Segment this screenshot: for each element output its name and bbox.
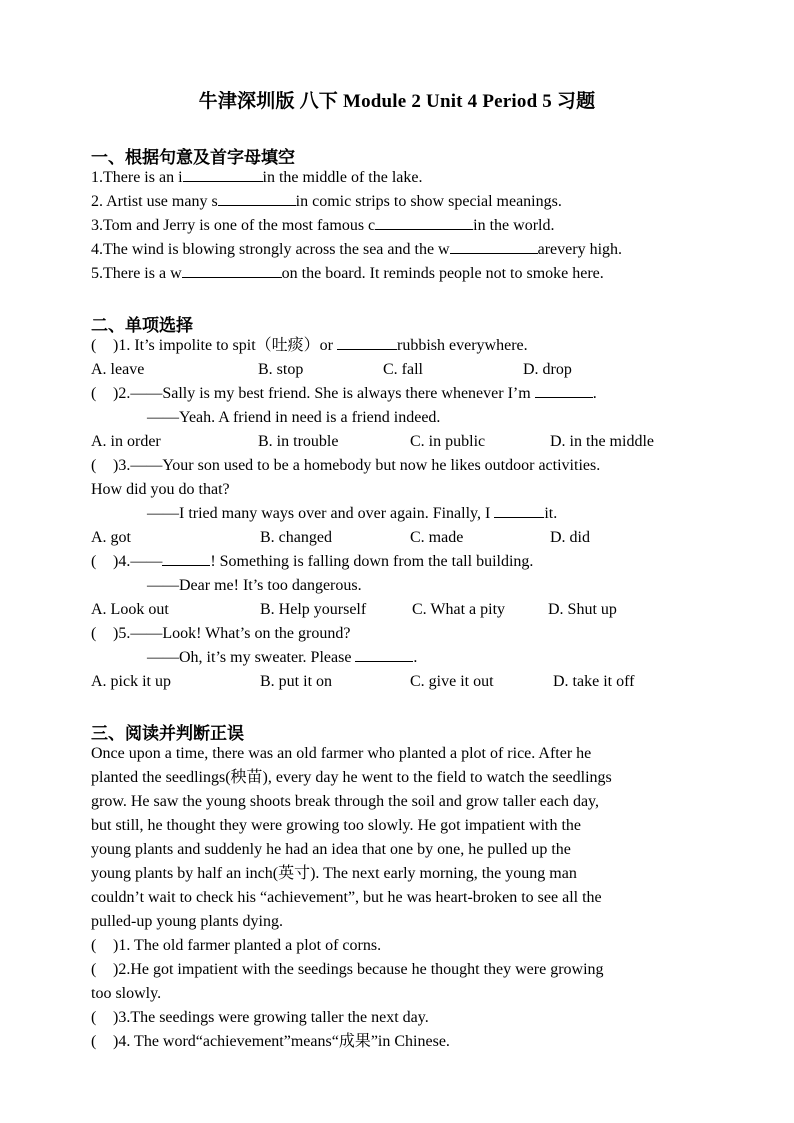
mc-question-5	[91, 622, 350, 646]
mc-question-4	[91, 550, 533, 574]
option-a: A. Look out	[91, 601, 169, 618]
answer-blank[interactable]	[450, 239, 538, 254]
fill-item-text: 4.The wind is blowing strongly across the sea and the w	[91, 241, 450, 258]
question-text: ! Something is falling down from the tall building.	[210, 553, 534, 570]
fill-item-text: arevery high.	[537, 241, 623, 258]
option-a: A. pick it up	[91, 673, 171, 690]
tf-question-3	[91, 1006, 429, 1030]
fill-item-text: on the board. It reminds people not to smoke here.	[281, 265, 604, 282]
reply-text: ——Oh, it’s my sweater. Please	[147, 649, 356, 666]
answer-bracket[interactable]: (	[91, 553, 97, 570]
mc-reply-4: ——Dear me! It’s too dangerous.	[147, 577, 362, 594]
option-c: C. What a pity	[412, 601, 506, 618]
passage-line: grow. He saw the young shoots break through the soil and grow taller each day,	[91, 793, 600, 810]
option-c: C. fall	[383, 361, 423, 378]
fill-item-5	[91, 262, 604, 286]
option-c: C. give it out	[410, 673, 494, 690]
fill-item-2	[91, 190, 562, 214]
answer-blank	[337, 335, 397, 350]
option-a: A. leave	[91, 361, 145, 378]
option-d: D. drop	[523, 361, 572, 378]
option-d: D. Shut up	[548, 601, 617, 618]
passage-line: but still, he thought they were growing too slowly. He got impatient with the	[91, 817, 582, 834]
question-text: .	[592, 385, 597, 402]
option-b: B. changed	[260, 529, 332, 546]
option-a: A. in order	[91, 433, 161, 450]
answer-bracket[interactable]: (	[91, 385, 97, 402]
question-text: )3.The seedings were growing taller the next day.	[113, 1009, 429, 1026]
passage-line: young plants by half an inch(英寸). The next early morning, the young man	[91, 865, 577, 882]
answer-bracket[interactable]: (	[91, 337, 97, 354]
question-text: )1. The old farmer planted a plot of corns.	[113, 937, 382, 954]
answer-blank[interactable]	[182, 263, 282, 278]
option-b: B. Help yourself	[260, 601, 367, 618]
option-b: B. in trouble	[258, 433, 339, 450]
fill-item-text: 3.Tom and Jerry is one of the most famous c	[91, 217, 376, 234]
question-text: )1. It’s impolite to spit（吐痰）or	[113, 337, 337, 354]
question-text: )5.——Look! What’s on the ground?	[113, 625, 351, 642]
passage-line: pulled-up young plants dying.	[91, 913, 283, 930]
fill-item-text: in comic strips to show special meanings.	[295, 193, 562, 210]
mc-question-2	[91, 382, 597, 406]
reply-text: .	[413, 649, 418, 666]
answer-blank	[494, 503, 544, 518]
mc-question-1	[91, 334, 528, 358]
mc-reply-2: ——Yeah. A friend in need is a friend indeed.	[147, 409, 441, 426]
question-text: )2.He got impatient with the seedings because he thought they were growing	[113, 961, 604, 978]
section2-heading: 二、单项选择	[91, 316, 193, 336]
reply-text: ——I tried many ways over and over again. Finally, I	[147, 505, 495, 522]
option-b: B. put it on	[260, 673, 333, 690]
fill-item-text: in the middle of the lake.	[262, 169, 423, 186]
option-d: D. in the middle	[550, 433, 654, 450]
tf-question-4	[91, 1030, 450, 1054]
answer-blank[interactable]	[183, 167, 263, 182]
fill-item-text: in the world.	[473, 217, 555, 234]
passage-line: planted the seedlings(秧苗), every day he went to the field to watch the seedlings	[91, 769, 612, 786]
mc-question-3	[91, 454, 600, 478]
answer-blank	[162, 551, 210, 566]
option-a: A. got	[91, 529, 131, 546]
answer-bracket[interactable]: (	[91, 625, 97, 642]
question-text: )2.——Sally is my best friend. She is always there whenever I’m	[113, 385, 535, 402]
section1-heading: 一、根据句意及首字母填空	[91, 148, 295, 168]
fill-item-1	[91, 166, 422, 190]
answer-bracket[interactable]: (	[91, 457, 97, 474]
mc-question-3-cont: How did you do that?	[91, 481, 230, 498]
passage-line: Once upon a time, there was an old farmer who planted a plot of rice. After he	[91, 745, 592, 762]
answer-bracket[interactable]: (	[91, 937, 97, 954]
section3-heading: 三、阅读并判断正误	[91, 724, 244, 744]
option-c: C. in public	[410, 433, 486, 450]
option-d: D. take it off	[553, 673, 635, 690]
mc-reply-3	[147, 502, 557, 526]
option-d: D. did	[550, 529, 590, 546]
option-b: B. stop	[258, 361, 304, 378]
option-c: C. made	[410, 529, 464, 546]
mc-reply-5	[147, 646, 417, 670]
question-text: rubbish everywhere.	[397, 337, 528, 354]
tf-question-1	[91, 934, 381, 958]
fill-item-text: 5.There is a w	[91, 265, 182, 282]
tf-question-2-cont: too slowly.	[91, 985, 162, 1002]
reply-text: it.	[544, 505, 558, 522]
fill-item-4	[91, 238, 622, 262]
answer-blank[interactable]	[375, 215, 473, 230]
answer-blank	[355, 647, 413, 662]
answer-bracket[interactable]: (	[91, 1033, 97, 1050]
question-text: )4.——	[113, 553, 163, 570]
fill-item-3	[91, 214, 554, 238]
page-title: 牛津深圳版 八下 Module 2 Unit 4 Period 5 习题	[198, 91, 596, 112]
question-text: )4. The word“achievement”means“成果”in Chinese.	[113, 1033, 450, 1050]
answer-bracket[interactable]: (	[91, 961, 97, 978]
answer-bracket[interactable]: (	[91, 1009, 97, 1026]
passage-line: young plants and suddenly he had an idea that one by one, he pulled up the	[91, 841, 571, 858]
question-text: )3.——Your son used to be a homebody but now he likes outdoor activities.	[113, 457, 601, 474]
passage-line: couldn’t wait to check his “achievement”, but he was heart-broken to see all the	[91, 889, 602, 906]
fill-item-text: 2. Artist use many s	[91, 193, 218, 210]
tf-question-2	[91, 958, 604, 982]
answer-blank	[535, 383, 593, 398]
answer-blank[interactable]	[218, 191, 296, 206]
fill-item-text: 1.There is an i	[91, 169, 183, 186]
